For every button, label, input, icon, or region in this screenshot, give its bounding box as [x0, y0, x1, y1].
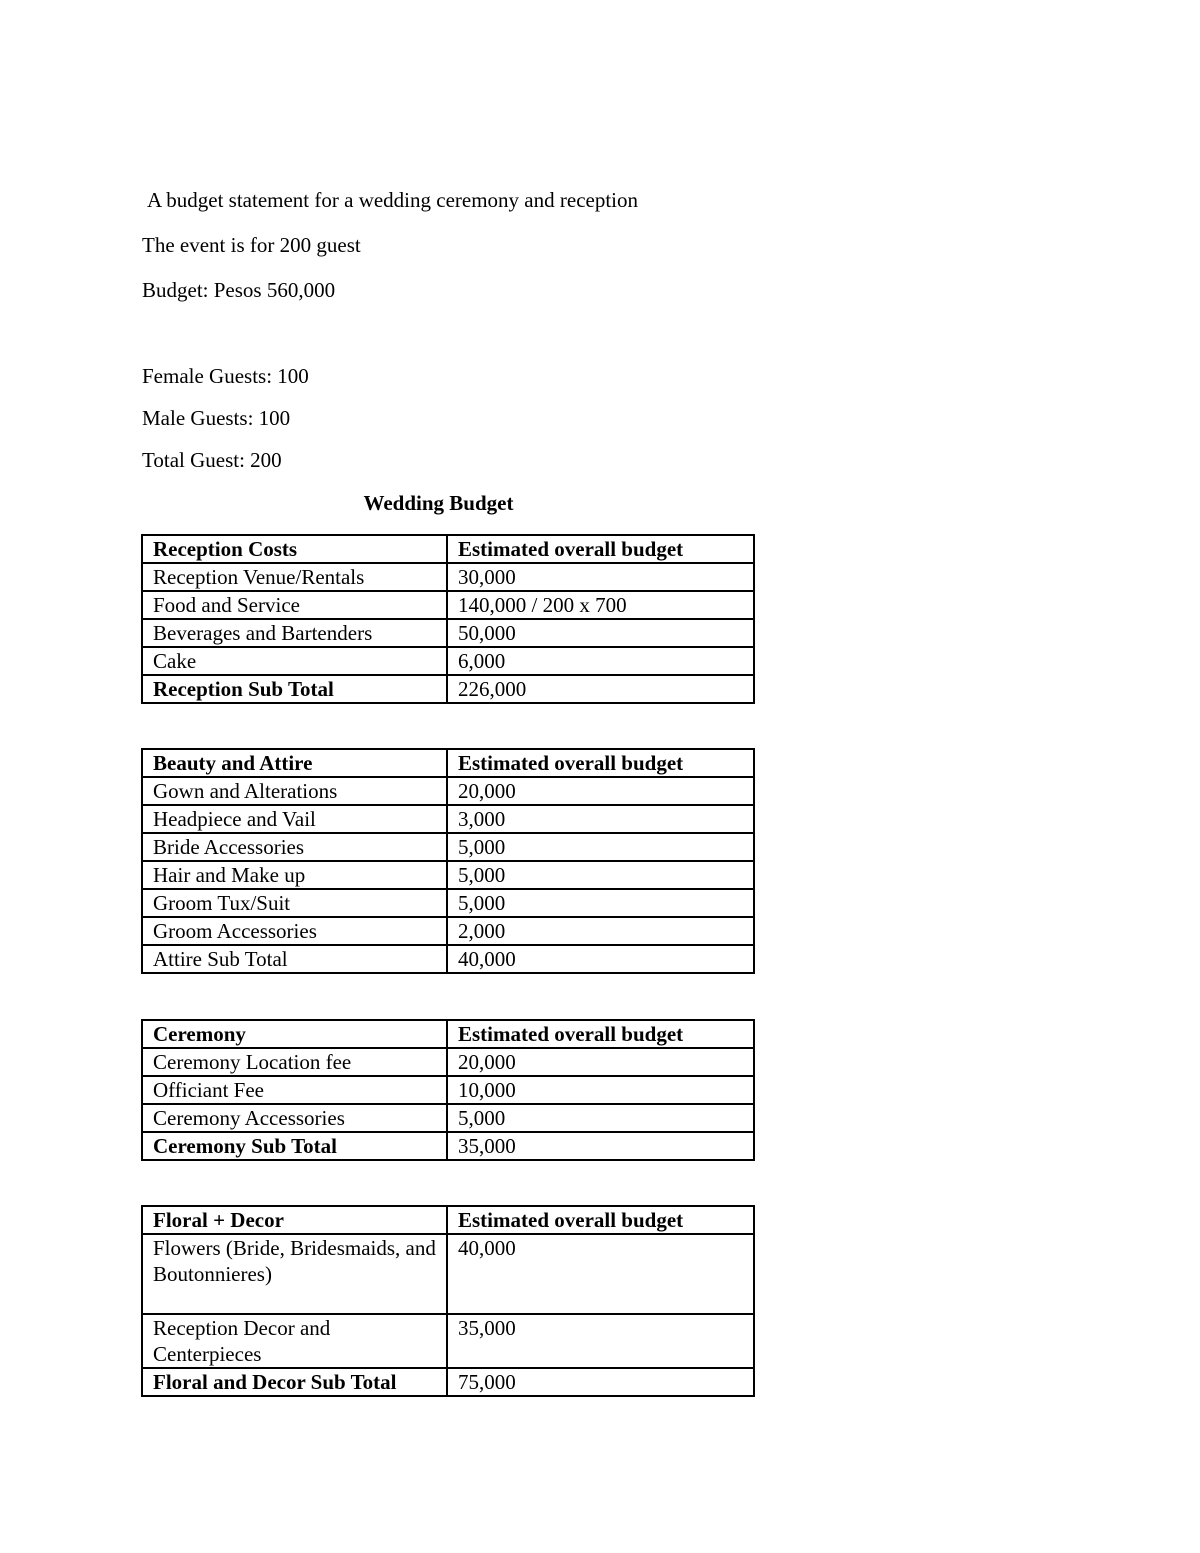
amount-cell: 30,000 — [447, 563, 754, 591]
subtotal-row — [142, 675, 754, 703]
table-row — [142, 1076, 754, 1104]
category-header: Beauty and Attire — [142, 749, 447, 777]
subtotal-amount: 75,000 — [447, 1368, 754, 1396]
floral-decor-table — [141, 1205, 755, 1397]
item-cell: Hair and Make up — [142, 861, 447, 889]
subtotal-label: Floral and Decor Sub Total — [142, 1368, 447, 1396]
table-row — [142, 1234, 754, 1314]
budget-header: Estimated overall budget — [447, 1020, 754, 1048]
amount-cell: 5,000 — [447, 889, 754, 917]
intro-line-1: A budget statement for a wedding ceremony and reception — [147, 188, 638, 212]
table-row — [142, 889, 754, 917]
item-cell: Cake — [142, 647, 447, 675]
reception-costs-table — [141, 534, 755, 704]
item-cell: Ceremony Location fee — [142, 1048, 447, 1076]
amount-cell: 40,000 — [447, 1234, 754, 1314]
subtotal-row — [142, 1132, 754, 1160]
table-row — [142, 917, 754, 945]
amount-cell: 5,000 — [447, 1104, 754, 1132]
table-row — [142, 563, 754, 591]
category-header: Floral + Decor — [142, 1206, 447, 1234]
amount-cell: 50,000 — [447, 619, 754, 647]
budget-header: Estimated overall budget — [447, 749, 754, 777]
table-row — [142, 1314, 754, 1368]
subtotal-label: Attire Sub Total — [142, 945, 447, 973]
table-header-row — [142, 535, 754, 563]
subtotal-label: Reception Sub Total — [142, 675, 447, 703]
table-header-row — [142, 749, 754, 777]
category-header: Reception Costs — [142, 535, 447, 563]
budget-header: Estimated overall budget — [447, 1206, 754, 1234]
ceremony-table — [141, 1019, 755, 1161]
subtotal-row — [142, 945, 754, 973]
subtotal-amount: 35,000 — [447, 1132, 754, 1160]
male-guests-line: Male Guests: 100 — [142, 406, 291, 430]
item-cell: Ceremony Accessories — [142, 1104, 447, 1132]
subtotal-row — [142, 1368, 754, 1396]
table-row — [142, 591, 754, 619]
intro-line-2: The event is for 200 guest — [142, 233, 361, 257]
category-header: Ceremony — [142, 1020, 447, 1048]
beauty-attire-table — [141, 748, 755, 974]
table-header-row — [142, 1020, 754, 1048]
item-cell: Flowers (Bride, Bridesmaids, and Boutonnieres) — [142, 1234, 447, 1314]
table-row — [142, 805, 754, 833]
table-row — [142, 1048, 754, 1076]
item-cell: Groom Accessories — [142, 917, 447, 945]
item-cell: Beverages and Bartenders — [142, 619, 447, 647]
amount-cell: 5,000 — [447, 833, 754, 861]
amount-cell: 20,000 — [447, 1048, 754, 1076]
item-cell: Reception Venue/Rentals — [142, 563, 447, 591]
table-row — [142, 647, 754, 675]
amount-cell: 20,000 — [447, 777, 754, 805]
table-row — [142, 777, 754, 805]
female-guests-line: Female Guests: 100 — [142, 364, 309, 388]
amount-cell: 2,000 — [447, 917, 754, 945]
amount-cell: 5,000 — [447, 861, 754, 889]
subtotal-amount: 40,000 — [447, 945, 754, 973]
item-cell: Gown and Alterations — [142, 777, 447, 805]
subtotal-amount: 226,000 — [447, 675, 754, 703]
item-cell: Bride Accessories — [142, 833, 447, 861]
table-row — [142, 833, 754, 861]
budget-header: Estimated overall budget — [447, 535, 754, 563]
budget-line: Budget: Pesos 560,000 — [142, 278, 336, 302]
item-cell: Officiant Fee — [142, 1076, 447, 1104]
total-guests-line: Total Guest: 200 — [142, 448, 282, 472]
item-cell: Groom Tux/Suit — [142, 889, 447, 917]
amount-cell: 3,000 — [447, 805, 754, 833]
amount-cell: 140,000 / 200 x 700 — [447, 591, 754, 619]
table-row — [142, 861, 754, 889]
item-cell: Headpiece and Vail — [142, 805, 447, 833]
item-cell: Reception Decor and Centerpieces — [142, 1314, 447, 1368]
table-row — [142, 1104, 754, 1132]
amount-cell: 10,000 — [447, 1076, 754, 1104]
table-header-row — [142, 1206, 754, 1234]
item-cell: Food and Service — [142, 591, 447, 619]
subtotal-label: Ceremony Sub Total — [142, 1132, 447, 1160]
table-row — [142, 619, 754, 647]
amount-cell: 6,000 — [447, 647, 754, 675]
amount-cell: 35,000 — [447, 1314, 754, 1368]
wedding-budget-title: Wedding Budget — [363, 491, 514, 515]
